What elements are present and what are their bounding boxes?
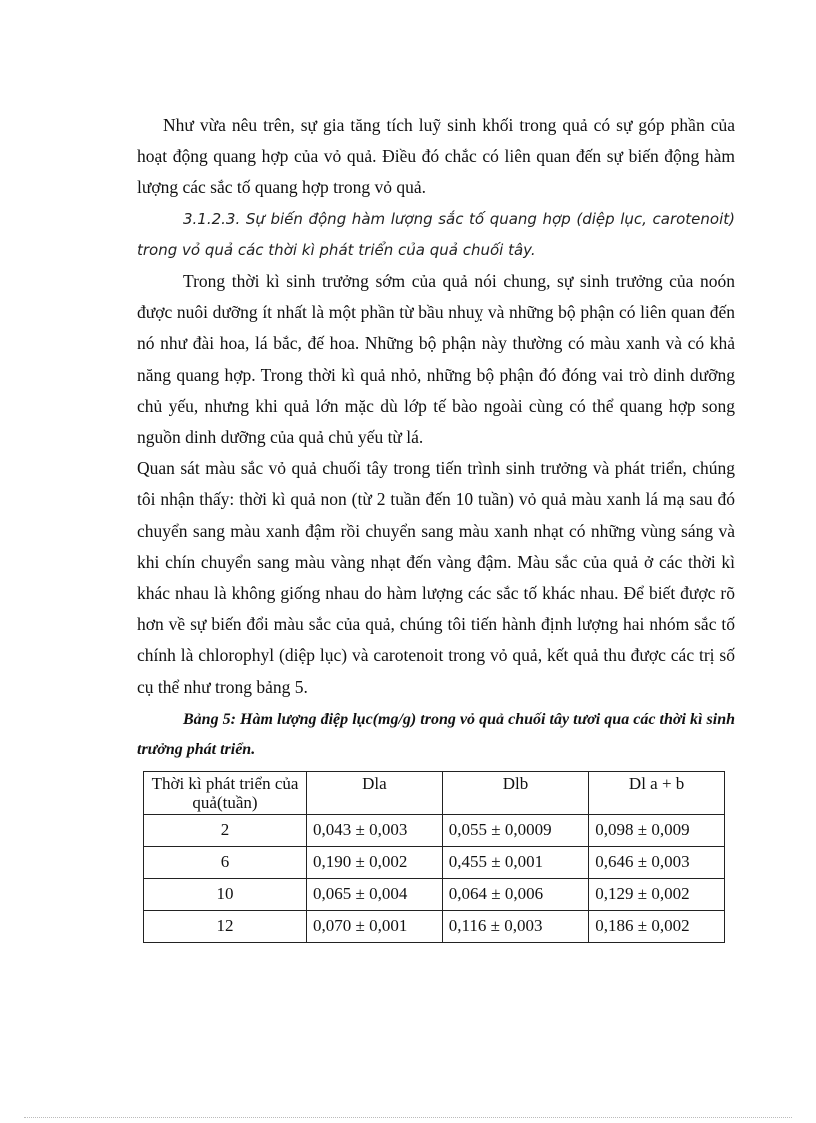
cell-dlb: 0,064 ± 0,006 [442, 878, 588, 910]
header-dla: Dla [307, 771, 443, 814]
page-bottom-divider [24, 1117, 792, 1118]
document-page [137, 110, 735, 943]
paragraph-intro: Như vừa nêu trên, sự gia tăng tích luỹ sinh khối trong quả có sự góp phần của hoạt động quang hợp của vỏ quả. Điều đó chắc có liên quan đến sự biến động hàm lượng các sắc tố quang hợp trong vỏ quả. [137, 115, 735, 198]
header-dl-total: Dl a + b [589, 771, 725, 814]
cell-period: 2 [144, 814, 307, 846]
paragraph-growth: Trong thời kì sinh trưởng sớm của quả nói chung, sự sinh trưởng của noón được nuôi dưỡng ít nhất là một phần từ bầu nhuỵ và những bộ phận có liên quan đến nó như đài hoa, lá bắc, đế hoa. Những bộ phận này thường có màu xanh và có khả năng quang hợp. Trong thời kì quả nhỏ, những bộ phận đó đóng vai trò dinh dưỡng chủ yếu, nhưng khi quả lớn mặc dù lớp tế bào ngoài cùng có thể quang hợp song nguồn dinh dưỡng của quả chủ yếu từ lá. [137, 271, 735, 448]
cell-dla: 0,043 ± 0,003 [307, 814, 443, 846]
cell-dlb: 0,055 ± 0,0009 [442, 814, 588, 846]
paragraph-observation: Quan sát màu sắc vỏ quả chuối tây trong tiến trình sinh trưởng và phát triển, chúng tôi nhận thấy: thời kì quả non (từ 2 tuần đến 10 tuần) vỏ quả màu xanh lá mạ sau đó chuyển sang màu xanh đậm rồi chuyển sang màu xanh nhạt có những vùng sáng và khi chín chuyển sang màu vàng nhạt đến vàng đậm. Màu sắc của quả ở các thời kì khác nhau là không giống nhau do hàm lượng các sắc tố khác nhau. Để biết được rõ hơn về sự biến đổi màu sắc của quả, chúng tôi tiến hành định lượng hai nhóm sắc tố chính là chlorophyl (diệp lục) và carotenoit trong vỏ quả, kết quả thu được các trị số cụ thể như trong bảng 5. [137, 458, 735, 697]
chlorophyll-table [143, 771, 725, 943]
cell-dlb: 0,116 ± 0,003 [442, 910, 588, 942]
cell-dl-total: 0,186 ± 0,002 [589, 910, 725, 942]
cell-period: 6 [144, 846, 307, 878]
table-row [144, 814, 725, 846]
table-row [144, 910, 725, 942]
table-row [144, 878, 725, 910]
cell-dl-total: 0,098 ± 0,009 [589, 814, 725, 846]
cell-period: 12 [144, 910, 307, 942]
cell-dla: 0,065 ± 0,004 [307, 878, 443, 910]
cell-dlb: 0,455 ± 0,001 [442, 846, 588, 878]
cell-dla: 0,190 ± 0,002 [307, 846, 443, 878]
table-caption: Bảng 5: Hàm lượng điệp lục(mg/g) trong vỏ quả chuối tây tươi qua các thời kì sinh trưởng phát triển. [137, 710, 735, 758]
table-row [144, 846, 725, 878]
section-heading: 3.1.2.3. Sự biến động hàm lượng sắc tố quang hợp (diệp lục, carotenoit) trong vỏ quả các thời kì phát triển của quả chuối tây. [137, 209, 735, 259]
header-dlb: Dlb [442, 771, 588, 814]
cell-dl-total: 0,129 ± 0,002 [589, 878, 725, 910]
cell-dla: 0,070 ± 0,001 [307, 910, 443, 942]
header-period: Thời kì phát triển của quả(tuần) [144, 771, 307, 814]
cell-dl-total: 0,646 ± 0,003 [589, 846, 725, 878]
table-header-row [144, 771, 725, 814]
cell-period: 10 [144, 878, 307, 910]
